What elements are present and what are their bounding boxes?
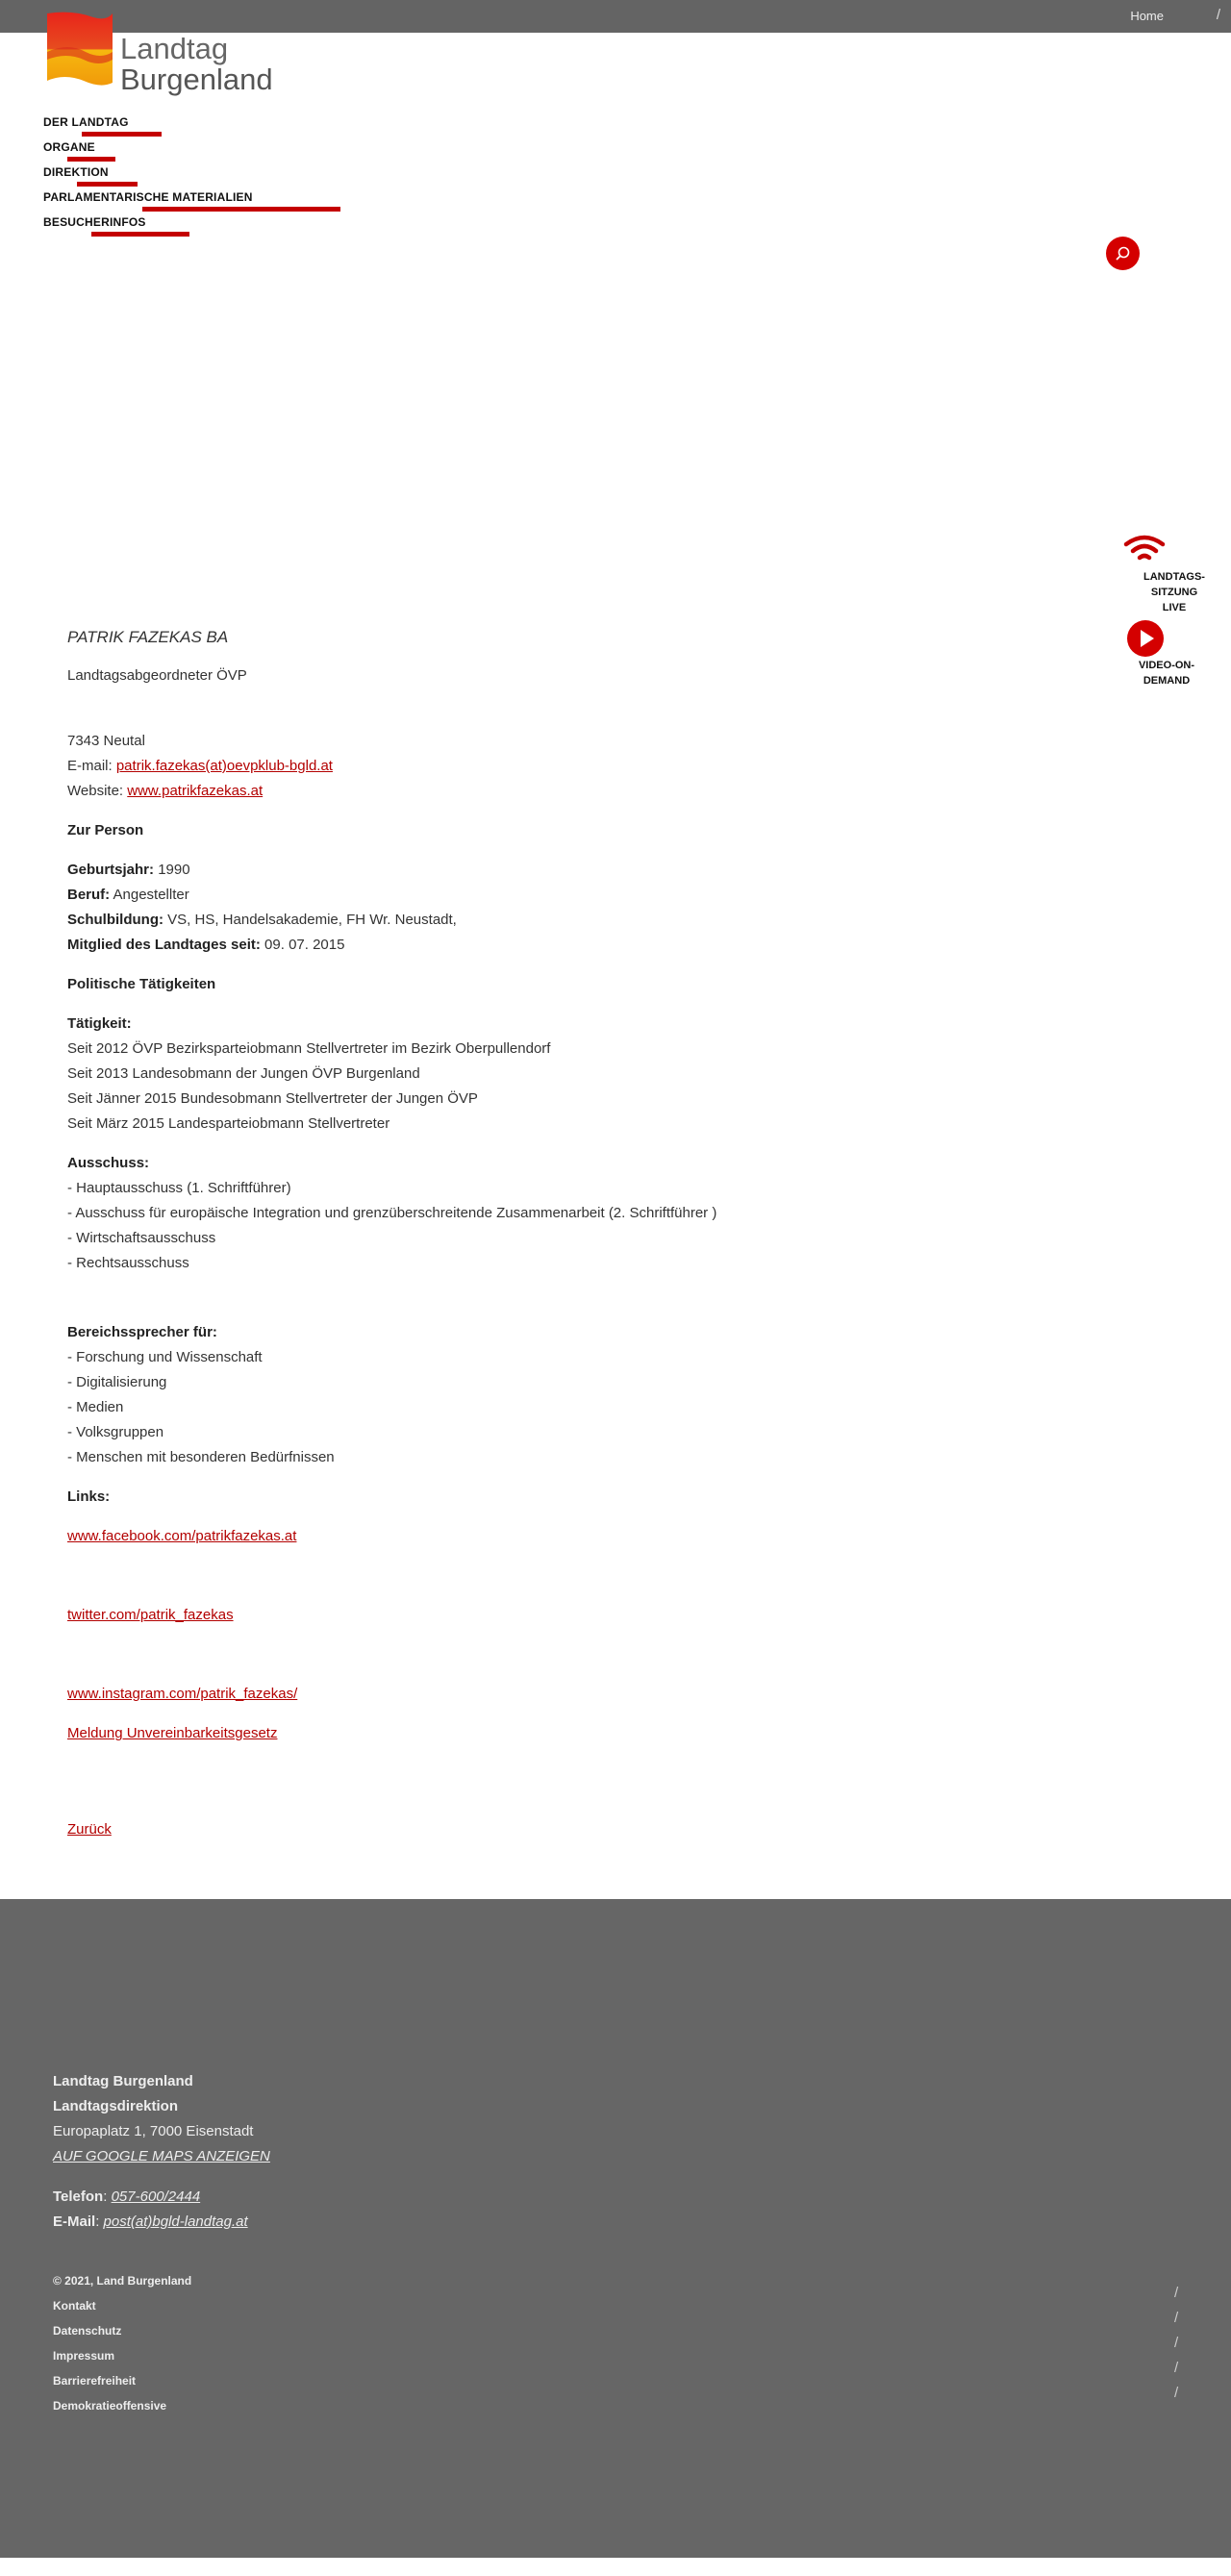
geburtsjahr-value: 1990 (158, 862, 190, 878)
nav-underline (91, 232, 189, 237)
nav-label: BESUCHERINFOS (43, 215, 146, 229)
list-item: - Hauptausschuss (1. Schriftführer) (67, 1180, 291, 1196)
list-item: - Ausschuss für europäische Integration und grenzüberschreitende Zusammenarbeit (2. Schriftführer ) (67, 1205, 717, 1221)
zur-person-heading (67, 818, 933, 843)
person-role: Landtagsabgeordneter ÖVP (67, 667, 247, 684)
nav-underline (77, 182, 138, 187)
list-item: Seit 2013 Landesobmann der Jungen ÖVP Burgenland (67, 1065, 420, 1082)
list-item: - Digitalisierung (67, 1374, 167, 1390)
nav-label: ORGANE (43, 140, 95, 154)
google-maps-link[interactable]: AUF GOOGLE MAPS ANZEIGEN (53, 2148, 270, 2164)
personal-details (67, 858, 933, 958)
footer-link-demokratieoffensive[interactable]: Demokratieoffensive (53, 2399, 167, 2413)
nav-underline (67, 157, 115, 162)
footer-link-kontakt[interactable]: Kontakt (53, 2299, 96, 2313)
instagram-link[interactable]: www.instagram.com/patrik_fazekas/ (67, 1686, 298, 1702)
links-heading (67, 1485, 933, 1510)
politische-text: Politische Tätigkeiten (67, 976, 216, 992)
nav-besucherinfos[interactable] (43, 215, 253, 240)
list-item: - Menschen mit besonderen Bedürfnissen (67, 1449, 335, 1465)
website-link[interactable]: www.patrikfazekas.at (127, 783, 264, 799)
zur-person-text: Zur Person (67, 822, 144, 838)
person-name: PATRIK FAZEKAS BA (67, 628, 229, 646)
geburtsjahr-row (67, 858, 933, 883)
footer-separator: / (1174, 2360, 1179, 2376)
phone-label: Telefon (53, 2188, 104, 2205)
nav-parlamentarische-materialien[interactable] (43, 190, 253, 215)
ausschuss-block (67, 1151, 933, 1276)
footer-separator: / (1174, 2285, 1179, 2301)
footer-links (53, 2268, 191, 2418)
twitter-link[interactable]: twitter.com/patrik_fazekas (67, 1607, 234, 1623)
website-label: Website: (67, 783, 124, 799)
nav-label: DER LANDTAG (43, 115, 129, 129)
nav-label: DIREKTION (43, 165, 109, 179)
ausschuss-label: Ausschuss: (67, 1155, 150, 1171)
vod-label-line2: DEMAND (1143, 675, 1191, 687)
footer-link-impressum[interactable]: Impressum (53, 2349, 115, 2363)
footer-separator: / (1174, 2335, 1179, 2351)
main-content (67, 625, 933, 1842)
list-item: - Volksgruppen (67, 1424, 164, 1440)
list-item: Seit März 2015 Landesparteiobmann Stellvertreter (67, 1115, 390, 1132)
meldung-row (67, 1721, 933, 1746)
taetigkeit-label: Tätigkeit: (67, 1015, 132, 1032)
list-item: Seit Jänner 2015 Bundesobmann Stellvertreter der Jungen ÖVP (67, 1090, 478, 1107)
contact-block (67, 729, 933, 804)
website-row (67, 779, 933, 804)
mitglied-value: 09. 07. 2015 (264, 937, 345, 953)
footer-contact: Telefon: 057-600/2444 E-Mail: post(at)bgld-landtag.at (53, 2188, 248, 2230)
logo-text-landtag: Landtag (120, 32, 229, 65)
taetigkeit-block (67, 1012, 933, 1137)
nav-direktion[interactable] (43, 165, 253, 190)
email-link[interactable]: patrik.fazekas(at)oevpklub-bgld.at (115, 758, 333, 774)
mitglied-row (67, 933, 933, 958)
footer-street: Europaplatz 1, 7000 Eisenstadt (53, 2123, 254, 2139)
footer-link-datenschutz[interactable]: Datenschutz (53, 2324, 122, 2338)
back-link[interactable]: Zurück (67, 1821, 112, 1838)
vod-label-line1: VIDEO-ON- (1138, 660, 1195, 671)
schulbildung-row (67, 908, 933, 933)
politische-heading (67, 972, 933, 997)
live-session-label (1141, 569, 1208, 615)
footer (0, 1899, 1231, 2558)
email-row (67, 754, 933, 779)
footer-org-sub: Landtagsdirektion (53, 2098, 179, 2114)
wifi-live-icon (1123, 533, 1166, 565)
site-logo[interactable] (43, 10, 274, 96)
main-nav (43, 115, 253, 240)
mitglied-label: Mitglied des Landtages seit: (67, 937, 261, 953)
bereich-label: Bereichssprecher für: (67, 1324, 217, 1340)
nav-organe[interactable] (43, 140, 253, 165)
meldung-link[interactable]: Meldung Unvereinbarkeitsgesetz (67, 1725, 278, 1741)
person-city: 7343 Neutal (67, 733, 145, 749)
links-label: Links: (67, 1488, 111, 1505)
nav-der-landtag[interactable] (43, 115, 253, 140)
geburtsjahr-label: Geburtsjahr: (67, 862, 155, 878)
search-icon (1115, 245, 1131, 262)
play-icon (1126, 619, 1165, 658)
instagram-row (67, 1682, 933, 1707)
live-label-line1: LANDTAGS- (1143, 571, 1205, 583)
copyright: © 2021, Land Burgenland (53, 2274, 192, 2288)
beruf-value: Angestellter (113, 887, 189, 903)
flag-logo-icon (43, 10, 116, 87)
nav-underline (142, 207, 340, 212)
footer-separators (1174, 2281, 1178, 2406)
list-item: - Rechtsausschuss (67, 1255, 189, 1271)
beruf-label: Beruf: (67, 887, 111, 903)
footer-separator: / (1174, 2310, 1179, 2326)
email-label: E-mail: (67, 758, 113, 774)
footer-link-barrierefreiheit[interactable]: Barrierefreiheit (53, 2374, 137, 2388)
footer-org-name: Landtag Burgenland (53, 2073, 193, 2089)
twitter-row (67, 1603, 933, 1628)
nav-label: PARLAMENTARISCHE MATERIALIEN (43, 190, 253, 204)
top-separator: / (1216, 7, 1220, 23)
facebook-row (67, 1524, 933, 1549)
logo-text-burgenland: Burgenland (120, 63, 273, 96)
nav-underline (82, 132, 162, 137)
home-link[interactable]: Home (1130, 9, 1164, 23)
list-item: Seit 2012 ÖVP Bezirksparteiobmann Stellvertreter im Bezirk Oberpullendorf (67, 1040, 551, 1057)
footer-email-link[interactable]: post(at)bgld-landtag.at (103, 2213, 248, 2230)
footer-separator: / (1174, 2385, 1179, 2401)
back-row (67, 1817, 933, 1842)
schulbildung-label: Schulbildung: (67, 912, 163, 928)
phone-link[interactable]: 057-600/2444 (111, 2188, 201, 2205)
live-label-line2: SITZUNG LIVE (1150, 587, 1198, 613)
footer-email-label: E-Mail (53, 2213, 96, 2230)
vod-label (1133, 658, 1200, 688)
schulbildung-value: VS, HS, Handelsakademie, FH Wr. Neustadt, (167, 912, 457, 928)
facebook-link[interactable]: www.facebook.com/patrikfazekas.at (67, 1528, 297, 1544)
bereich-block (67, 1320, 933, 1470)
beruf-row (67, 883, 933, 908)
list-item: - Wirtschaftsausschuss (67, 1230, 216, 1246)
search-button[interactable] (1106, 237, 1140, 270)
footer-address (53, 2069, 270, 2169)
list-item: - Medien (67, 1399, 124, 1415)
list-item: - Forschung und Wissenschaft (67, 1349, 263, 1365)
